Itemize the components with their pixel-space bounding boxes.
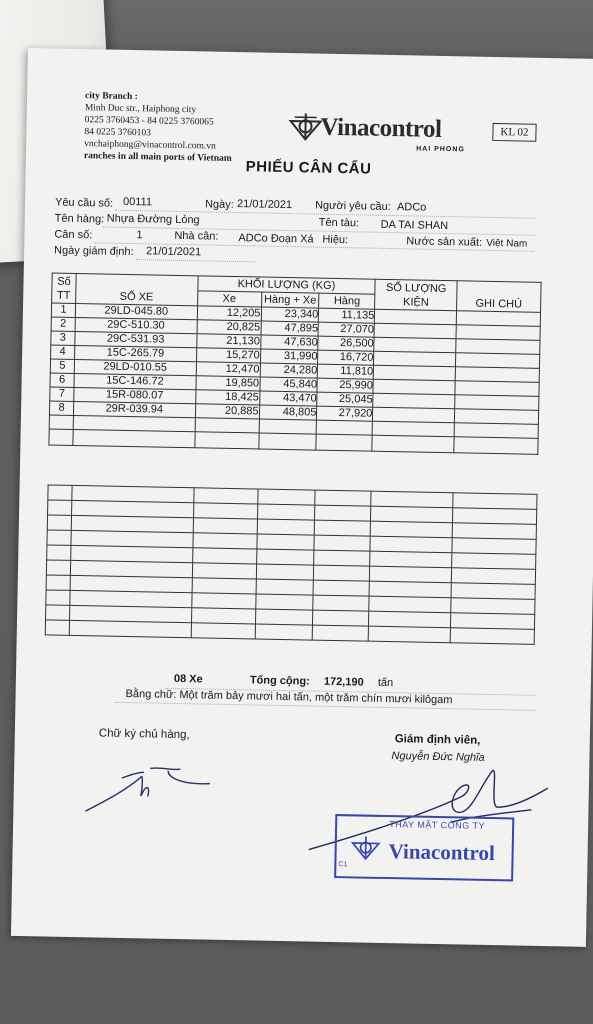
empty-cell <box>314 535 370 551</box>
empty-cell <box>192 578 256 594</box>
empty-cell <box>193 488 257 504</box>
row-number: 4 <box>51 345 75 359</box>
empty-cell <box>194 432 258 449</box>
plate-number: 29C-531.93 <box>75 331 197 347</box>
vinacontrol-logo: Vinacontrol <box>320 113 442 143</box>
empty-cell <box>313 580 369 596</box>
empty-cell <box>369 581 451 598</box>
empty-cell <box>450 628 534 645</box>
logo-subtitle: HAI PHONG <box>416 145 465 154</box>
empty-cell <box>195 418 259 433</box>
empty-cell <box>451 598 535 615</box>
empty-cell <box>257 519 315 535</box>
quantity-cell <box>375 309 457 325</box>
branch-title: city Branch : <box>84 91 138 103</box>
truck-count: 08 Xe <box>173 672 203 686</box>
empty-cell <box>451 583 535 600</box>
empty-cell <box>46 590 70 605</box>
stamp-logo-icon <box>350 834 380 861</box>
net-weight: 16,720 <box>318 350 374 365</box>
scale-number: 1 <box>136 229 143 242</box>
owner-signature-icon <box>83 761 224 824</box>
empty-cell <box>46 605 70 620</box>
truck-weight: 20,825 <box>197 320 261 335</box>
net-weight: 25,045 <box>317 392 373 407</box>
inspection-date-label: Ngày giám định: <box>54 244 134 259</box>
weighing-house-label: Nhà cân: <box>174 229 219 243</box>
empty-cell <box>191 593 255 609</box>
empty-cell <box>193 503 257 519</box>
empty-cell <box>316 434 372 451</box>
brand-label: Hiệu: <box>322 233 349 247</box>
empty-cell <box>257 489 315 505</box>
company-stamp <box>334 814 514 881</box>
inspector-name: Nguyễn Đức Nghĩa <box>391 750 485 764</box>
empty-cell <box>453 508 537 525</box>
truck-weight: 15,270 <box>196 348 260 363</box>
weighing-table <box>48 272 541 454</box>
request-number: 00111 <box>122 195 153 209</box>
empty-cell <box>255 624 313 640</box>
empty-cell <box>452 553 536 570</box>
empty-cell <box>313 610 369 626</box>
empty-cell <box>452 538 536 555</box>
plate-number: 29LD-010.55 <box>74 359 196 375</box>
plate-number: 15R-080.07 <box>74 387 196 403</box>
total-unit: tấn <box>377 676 394 690</box>
empty-cell <box>317 420 373 435</box>
empty-cell <box>315 490 371 506</box>
total-label: Tổng cộng: <box>249 674 310 688</box>
header-truck: Xe <box>197 291 261 307</box>
net-weight: 11,810 <box>318 364 374 379</box>
empty-cell <box>451 613 535 630</box>
empty-cell <box>191 608 255 624</box>
truck-weight: 21,130 <box>196 334 260 349</box>
empty-cell <box>370 536 452 553</box>
empty-cell <box>256 564 314 580</box>
truck-weight: 18,425 <box>195 390 259 405</box>
empty-cell <box>454 437 538 455</box>
empty-cell <box>368 626 450 643</box>
branch-ports: ranches in all main ports of Vietnam <box>83 151 232 164</box>
empty-cell <box>370 521 452 538</box>
header-weight: KHỐI LƯỢNG (KG) <box>197 276 375 294</box>
empty-cell <box>49 415 73 429</box>
gross-weight: 31,990 <box>260 349 318 364</box>
empty-cell <box>48 500 72 515</box>
branch-email: vnchaiphong@vinacontrol.com.vn <box>84 139 216 152</box>
amount-in-words: Bằng chữ: Một trăm bảy mươi hai tấn, một trăm chín mươi kilôgam <box>125 687 453 707</box>
scale-number-label: Cân số: <box>54 228 93 242</box>
gross-weight: 43,470 <box>259 391 317 406</box>
document-title: PHIẾU CÂN CẨU <box>245 158 372 178</box>
owner-signature-label: Chữ ký chủ hàng, <box>98 727 190 742</box>
empty-cell <box>452 523 536 540</box>
empty-cell <box>255 609 313 625</box>
empty-cell <box>46 560 70 575</box>
empty-cell <box>453 493 537 510</box>
empty-cell <box>47 545 71 560</box>
quantity-cell <box>374 365 456 381</box>
goods-name: Nhựa Đường Lỏng <box>106 212 200 227</box>
empty-cell <box>315 505 371 521</box>
gross-weight: 48,805 <box>259 405 317 420</box>
gross-weight: 45,840 <box>259 377 317 392</box>
empty-cell <box>49 429 73 445</box>
empty-cell <box>45 620 69 635</box>
header-plate: SỐ XE <box>76 273 198 305</box>
truck-weight: 12,205 <box>197 306 261 321</box>
empty-cell <box>314 550 370 566</box>
document-page <box>11 48 593 947</box>
form-code-box: KL 02 <box>492 123 536 142</box>
truck-weight: 19,850 <box>196 376 260 391</box>
empty-cell <box>69 620 191 637</box>
header-no: Số TT <box>52 273 77 303</box>
row-number: 3 <box>51 331 75 345</box>
empty-cell <box>313 595 369 611</box>
net-weight: 27,070 <box>318 322 374 337</box>
empty-cell <box>370 566 452 583</box>
empty-cell <box>256 534 314 550</box>
empty-cell <box>315 520 371 536</box>
row-number: 1 <box>51 303 75 317</box>
header-gross: Hàng + Xe <box>261 292 319 308</box>
truck-weight: 20,885 <box>195 404 259 419</box>
stamp-code: C1 <box>338 861 348 869</box>
gross-weight: 47,630 <box>260 335 318 350</box>
net-weight: 11,135 <box>319 308 375 323</box>
empty-cell <box>371 491 453 508</box>
row-number: 2 <box>51 317 75 331</box>
plate-number: 29LD-045.80 <box>75 303 197 319</box>
empty-cell <box>313 625 369 641</box>
quantity-cell <box>374 337 456 353</box>
empty-cell <box>256 549 314 565</box>
ship-name: DA TAI SHAN <box>380 218 449 233</box>
header-quantity: SỐ LƯỢNG KIỆN <box>375 279 457 311</box>
empty-cell <box>255 594 313 610</box>
branch-fax: 84 0225 3760103 <box>84 127 151 139</box>
gross-weight: 47,895 <box>261 321 319 336</box>
empty-cell <box>370 551 452 568</box>
quantity-cell <box>374 323 456 339</box>
branch-address: Minh Duc str., Haiphong city <box>84 103 197 116</box>
net-weight: 27,920 <box>317 406 373 421</box>
weighing-house: ADCo Đoạn Xá <box>238 232 314 246</box>
header-net: Hàng <box>319 293 375 309</box>
plate-number: 29R-039.94 <box>73 401 195 417</box>
requester-label: Người yêu cầu: <box>314 199 391 213</box>
branch-phone: 0225 3760453 - 84 0225 3760065 <box>84 115 214 128</box>
requester-value: ADCo <box>396 201 427 214</box>
empty-cell <box>314 565 370 581</box>
plate-number: 15C-146.72 <box>74 373 196 389</box>
date-label: Ngày: <box>204 198 234 211</box>
empty-cell <box>192 548 256 564</box>
net-weight: 25,990 <box>317 378 373 393</box>
empty-cell <box>372 435 454 453</box>
blank-table <box>45 484 538 644</box>
empty-cell <box>191 623 255 639</box>
date-value: 21/01/2021 <box>236 198 293 212</box>
empty-cell <box>193 533 257 549</box>
empty-cell <box>46 575 70 590</box>
empty-cell <box>192 563 256 579</box>
stamp-top-text: THAY MẶT CÔNG TY <box>389 819 486 831</box>
ship-name-label: Tên tàu: <box>318 216 360 230</box>
row-number: 6 <box>50 373 74 387</box>
total-value: 172,190 <box>323 675 364 689</box>
empty-cell <box>258 433 316 450</box>
request-number-label: Yêu cầu số: <box>54 196 114 210</box>
gross-weight: 23,340 <box>261 307 319 322</box>
quantity-cell <box>373 407 455 423</box>
empty-cell <box>47 515 71 530</box>
quantity-cell <box>373 393 455 409</box>
row-number: 7 <box>50 387 74 401</box>
empty-cell <box>48 485 72 500</box>
net-weight: 26,500 <box>318 336 374 351</box>
empty-cell <box>259 419 317 434</box>
empty-cell <box>47 530 71 545</box>
empty-cell <box>257 504 315 520</box>
quantity-cell <box>374 351 456 367</box>
plate-number: 29C-510.30 <box>75 317 197 333</box>
row-number: 5 <box>50 359 74 373</box>
empty-cell <box>193 518 257 534</box>
empty-cell <box>73 429 195 447</box>
origin-label: Nước sản xuất: <box>406 235 483 249</box>
row-number: 8 <box>49 401 73 415</box>
inspector-label: Giám định viên, <box>394 733 481 747</box>
field-underline <box>136 259 256 262</box>
quantity-cell <box>373 379 455 395</box>
empty-cell <box>371 506 453 523</box>
header-notes: GHI CHÚ <box>457 281 541 313</box>
empty-cell <box>369 611 451 628</box>
empty-cell <box>369 596 451 613</box>
origin-value: Việt Nam <box>486 237 528 250</box>
empty-cell <box>451 568 535 585</box>
empty-cell <box>372 421 454 437</box>
scale-logo-icon <box>288 111 323 142</box>
gross-weight: 24,280 <box>260 363 318 378</box>
goods-name-label: Tên hàng: <box>54 212 105 226</box>
inspection-date: 21/01/2021 <box>146 245 202 259</box>
stamp-name: Vinacontrol <box>388 839 496 866</box>
plate-number: 15C-265.79 <box>74 345 196 361</box>
empty-cell <box>256 579 314 595</box>
truck-weight: 12,470 <box>196 362 260 377</box>
